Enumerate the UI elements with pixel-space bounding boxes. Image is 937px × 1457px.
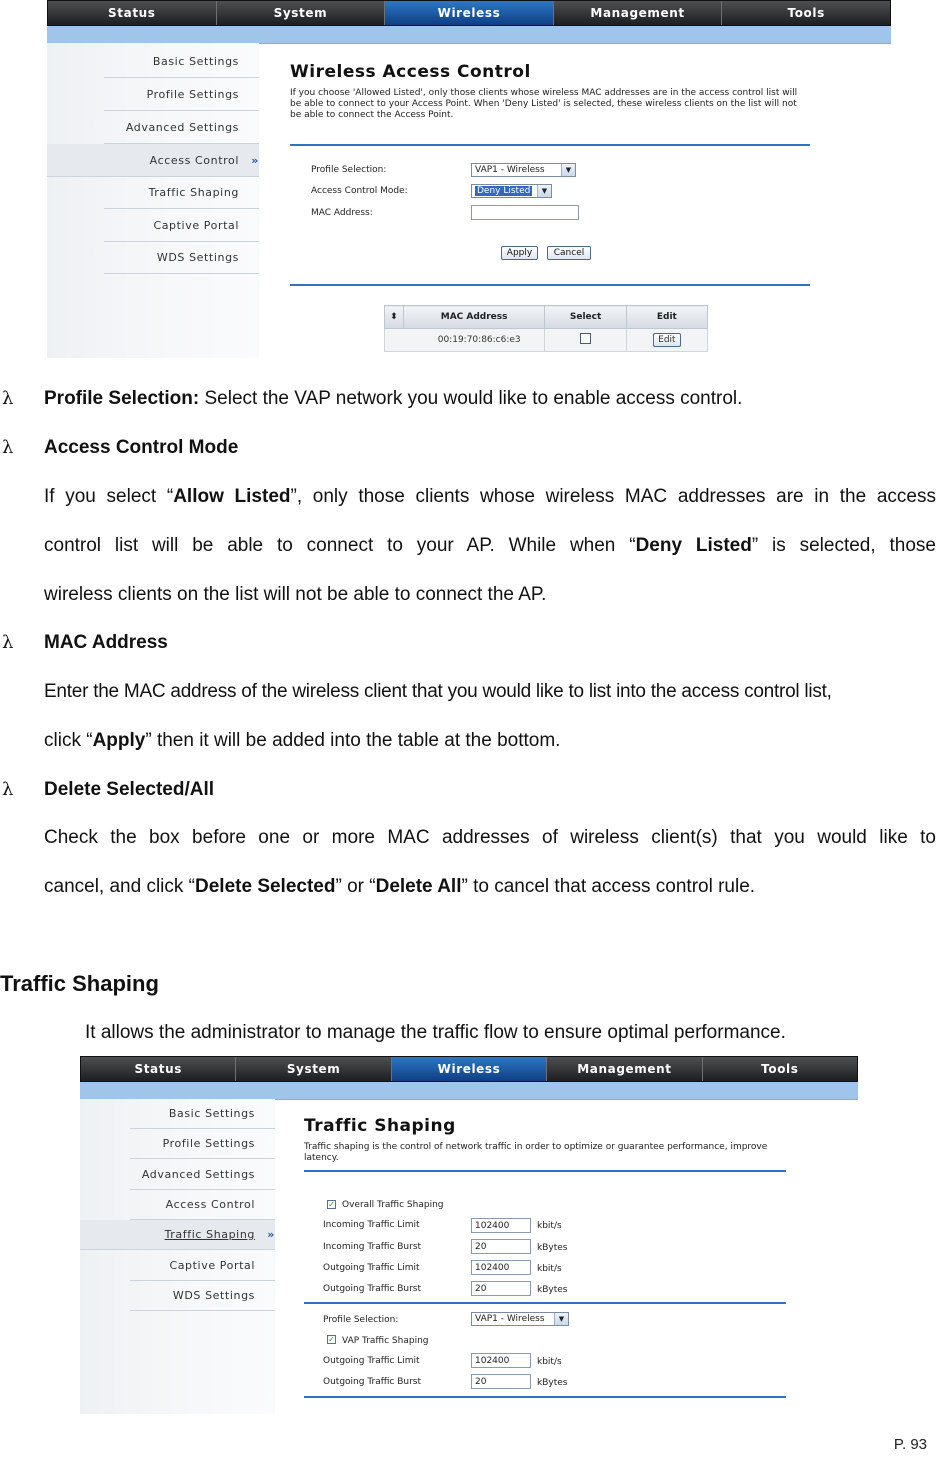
mac-table — [384, 305, 708, 352]
unit-label: kBytes — [537, 1378, 568, 1388]
access-control-mode-value: Deny Listed — [477, 186, 531, 196]
table-row — [385, 329, 708, 352]
delete-line-1: Check the box before one or more MAC addresses of wireless client(s) that you would like to — [44, 827, 936, 848]
access-control-mode-heading: Access Control Mode — [44, 437, 239, 458]
sidebar-item-basic-settings[interactable] — [130, 1099, 275, 1129]
top-nav — [47, 0, 891, 26]
sidebar-item-label: Access Control — [165, 1198, 255, 1211]
bullet-icon: λ — [2, 632, 14, 653]
outgoing-traffic-burst-label: Outgoing Traffic Burst — [323, 1284, 422, 1294]
cancel-button[interactable]: Cancel — [547, 246, 591, 260]
sidebar-item-label: Profile Settings — [162, 1137, 255, 1150]
tab-status[interactable]: Status — [48, 1, 217, 25]
unit-label: kbit/s — [537, 1264, 562, 1274]
sidebar-item-traffic-shaping[interactable] — [104, 177, 259, 209]
delete-line-2 — [44, 876, 936, 898]
profile-selection-desc: Select the VAP network you would like to enable access control. — [199, 388, 743, 409]
access-control-mode-line-3: wireless clients on the list will not be able to connect the AP. — [44, 584, 547, 605]
text-span: ” then it will be added into the table at the bottom. — [145, 730, 561, 751]
sidebar-item-captive-portal[interactable] — [104, 209, 259, 242]
double-chevron-icon: » — [267, 1228, 275, 1241]
profile-selection-value: VAP1 - Wireless — [475, 165, 545, 175]
allow-listed-term: Allow Listed — [173, 486, 291, 507]
unit-label: kbit/s — [537, 1221, 562, 1231]
text-span: control list will be able to connect to your AP. While when “ — [44, 535, 636, 556]
sidebar-item-label: Basic Settings — [152, 55, 239, 68]
page-number: P. 93 — [893, 1436, 927, 1453]
overall-traffic-shaping-label: Overall Traffic Shaping — [342, 1200, 444, 1210]
sidebar-item-basic-settings[interactable] — [104, 46, 259, 78]
sidebar-item-label: Basic Settings — [168, 1107, 255, 1120]
sub-bar — [47, 26, 891, 44]
text-span: ” or “ — [335, 876, 376, 897]
apply-button[interactable]: Apply — [501, 246, 538, 260]
select-cell — [545, 329, 626, 352]
sub-bar — [80, 1082, 858, 1100]
unit-label: kbit/s — [537, 1357, 562, 1367]
outgoing-traffic-limit-label: Outgoing Traffic Limit — [323, 1263, 420, 1273]
text-span: click “ — [44, 730, 93, 751]
tab-system[interactable]: System — [217, 1, 386, 25]
mac-address-line-1: Enter the MAC address of the wireless client that you would like to list into the access control list, — [44, 681, 832, 702]
outgoing-traffic-burst-input[interactable]: 20 — [471, 1281, 531, 1296]
sidebar-item-profile-settings[interactable] — [104, 79, 259, 111]
tab-tools[interactable]: Tools — [761, 1062, 799, 1076]
sidebar-item-wds-settings[interactable] — [104, 242, 259, 274]
mac-cell: 00:19:70:86:c6:e3 — [385, 329, 545, 352]
sidebar — [47, 43, 259, 358]
divider — [304, 1170, 786, 1172]
column-header-edit: Edit — [626, 306, 707, 329]
page-description: If you choose 'Allowed Listed', only those clients whose wireless MAC addresses are in the access control list will be able to connect to your Access Point. When 'Deny Listed' is selected, these wireless clients on the list will not be able to connect the Access Point. — [290, 88, 798, 120]
page-title: Wireless Access Control — [290, 62, 531, 82]
profile-selection-heading: Profile Selection: — [44, 388, 200, 409]
double-chevron-icon: » — [251, 153, 259, 167]
bullet-icon: λ — [2, 437, 14, 458]
sidebar-item-label: WDS Settings — [156, 251, 239, 264]
tab-wireless[interactable]: Wireless — [385, 1, 554, 25]
outgoing-traffic-limit-input[interactable]: 102400 — [471, 1260, 531, 1275]
divider — [304, 1396, 786, 1398]
incoming-traffic-limit-label: Incoming Traffic Limit — [323, 1220, 420, 1230]
column-header-mac[interactable]: MAC Address — [403, 306, 545, 329]
sidebar-item-wds-settings[interactable] — [130, 1281, 275, 1311]
profile-selection-label: Profile Selection: — [323, 1315, 399, 1325]
column-header-select: Select — [545, 306, 626, 329]
unit-label: kBytes — [537, 1243, 568, 1253]
incoming-traffic-limit-input[interactable]: 102400 — [471, 1218, 531, 1233]
sidebar-item-access-control[interactable] — [130, 1190, 275, 1220]
text-span: ”, only those clients whose wireless MAC addresses are in the access — [290, 486, 936, 507]
access-control-mode-select[interactable] — [471, 184, 552, 198]
deny-listed-term: Deny Listed — [635, 535, 752, 556]
sidebar-item-label: Traffic Shaping — [164, 1228, 255, 1241]
sidebar-item-label: Captive Portal — [153, 218, 239, 232]
mac-address-heading: MAC Address — [44, 632, 168, 653]
access-control-panel — [290, 62, 810, 358]
tab-tools[interactable]: Tools — [787, 6, 825, 20]
section-heading: Traffic Shaping — [0, 971, 159, 996]
profile-selection-value: VAP1 - Wireless — [475, 1314, 545, 1324]
sidebar — [80, 1099, 275, 1414]
apply-term: Apply — [92, 730, 146, 751]
incoming-traffic-burst-input[interactable]: 20 — [471, 1239, 531, 1254]
edit-cell — [626, 329, 707, 352]
chevron-down-icon: ▼ — [537, 185, 551, 197]
sidebar-item-traffic-shaping[interactable] — [80, 1220, 275, 1250]
unit-label: kBytes — [537, 1285, 568, 1295]
profile-selection-select[interactable] — [471, 163, 576, 177]
sidebar-item-label: WDS Settings — [172, 1289, 255, 1302]
delete-selected-term: Delete Selected — [195, 876, 336, 897]
sidebar-item-label: Advanced Settings — [125, 120, 239, 134]
sidebar-item-label: Access Control — [149, 153, 239, 167]
text-span: If you select “ — [44, 486, 174, 507]
overall-traffic-shaping-checkbox[interactable]: ✓ — [328, 1200, 335, 1209]
vap-traffic-shaping-label: VAP Traffic Shaping — [342, 1336, 429, 1346]
sidebar-item-label: Advanced Settings — [141, 1167, 255, 1181]
sidebar-item-captive-portal[interactable] — [130, 1250, 275, 1281]
page-title: Traffic Shaping — [304, 1116, 456, 1136]
table-header-row — [385, 306, 708, 329]
edit-button[interactable]: Edit — [653, 333, 680, 347]
mac-address-input[interactable] — [471, 205, 579, 220]
vap-outgoing-traffic-burst-input[interactable]: 20 — [471, 1374, 531, 1389]
tab-wireless[interactable]: Wireless — [392, 1057, 547, 1081]
profile-selection-text — [44, 388, 742, 410]
delete-heading: Delete Selected/All — [44, 779, 215, 800]
sidebar-item-label: Captive Portal — [169, 1258, 255, 1272]
tab-management[interactable]: Management — [547, 1057, 702, 1081]
divider — [290, 144, 810, 146]
traffic-shaping-panel — [304, 1116, 786, 1414]
access-control-mode-line-1 — [44, 486, 936, 508]
traffic-shaping-screenshot — [80, 1056, 858, 1414]
text-span: ” to cancel that access control rule. — [461, 876, 756, 897]
vap-outgoing-traffic-burst-label: Outgoing Traffic Burst — [323, 1377, 422, 1387]
sort-icon[interactable]: ⬍ — [385, 306, 404, 329]
access-control-mode-label: Access Control Mode: — [311, 186, 408, 196]
sidebar-item-profile-settings[interactable] — [130, 1129, 275, 1159]
access-control-screenshot — [47, 0, 891, 358]
divider — [290, 284, 810, 286]
row-select-checkbox[interactable] — [580, 333, 591, 344]
chevron-down-icon: ▼ — [554, 1313, 568, 1325]
mac-address-label: MAC Address: — [311, 208, 373, 218]
tab-management[interactable]: Management — [554, 1, 723, 25]
sidebar-item-advanced-settings[interactable] — [104, 111, 259, 144]
bullet-icon: λ — [2, 779, 14, 800]
sidebar-item-label: Profile Settings — [146, 88, 239, 101]
bullet-icon: λ — [2, 388, 14, 409]
incoming-traffic-burst-label: Incoming Traffic Burst — [323, 1242, 422, 1252]
top-nav — [80, 1056, 858, 1082]
delete-all-term: Delete All — [375, 876, 462, 897]
profile-selection-label: Profile Selection: — [311, 165, 387, 175]
vap-outgoing-traffic-limit-label: Outgoing Traffic Limit — [323, 1356, 420, 1366]
tab-system[interactable]: System — [236, 1057, 391, 1081]
access-control-mode-line-2 — [44, 535, 936, 557]
mac-address-line-2 — [44, 730, 936, 752]
section-intro: It allows the administrator to manage the traffic flow to ensure optimal performance. — [85, 1022, 786, 1043]
text-span: ” is selected, those — [751, 535, 936, 556]
vap-traffic-shaping-checkbox[interactable]: ✓ — [328, 1335, 335, 1344]
divider — [304, 1302, 786, 1304]
sidebar-item-access-control[interactable] — [47, 144, 259, 177]
chevron-down-icon: ▼ — [561, 164, 575, 176]
page-description: Traffic shaping is the control of network traffic in order to optimize or guarantee performance, improve latency. — [304, 1142, 768, 1163]
text-span: cancel, and click “ — [44, 876, 196, 897]
vap-outgoing-traffic-limit-input[interactable]: 102400 — [471, 1353, 531, 1368]
profile-selection-select[interactable] — [471, 1312, 569, 1326]
tab-status[interactable]: Status — [81, 1057, 236, 1081]
sidebar-item-advanced-settings[interactable] — [130, 1159, 275, 1190]
sidebar-item-label: Traffic Shaping — [148, 186, 239, 199]
